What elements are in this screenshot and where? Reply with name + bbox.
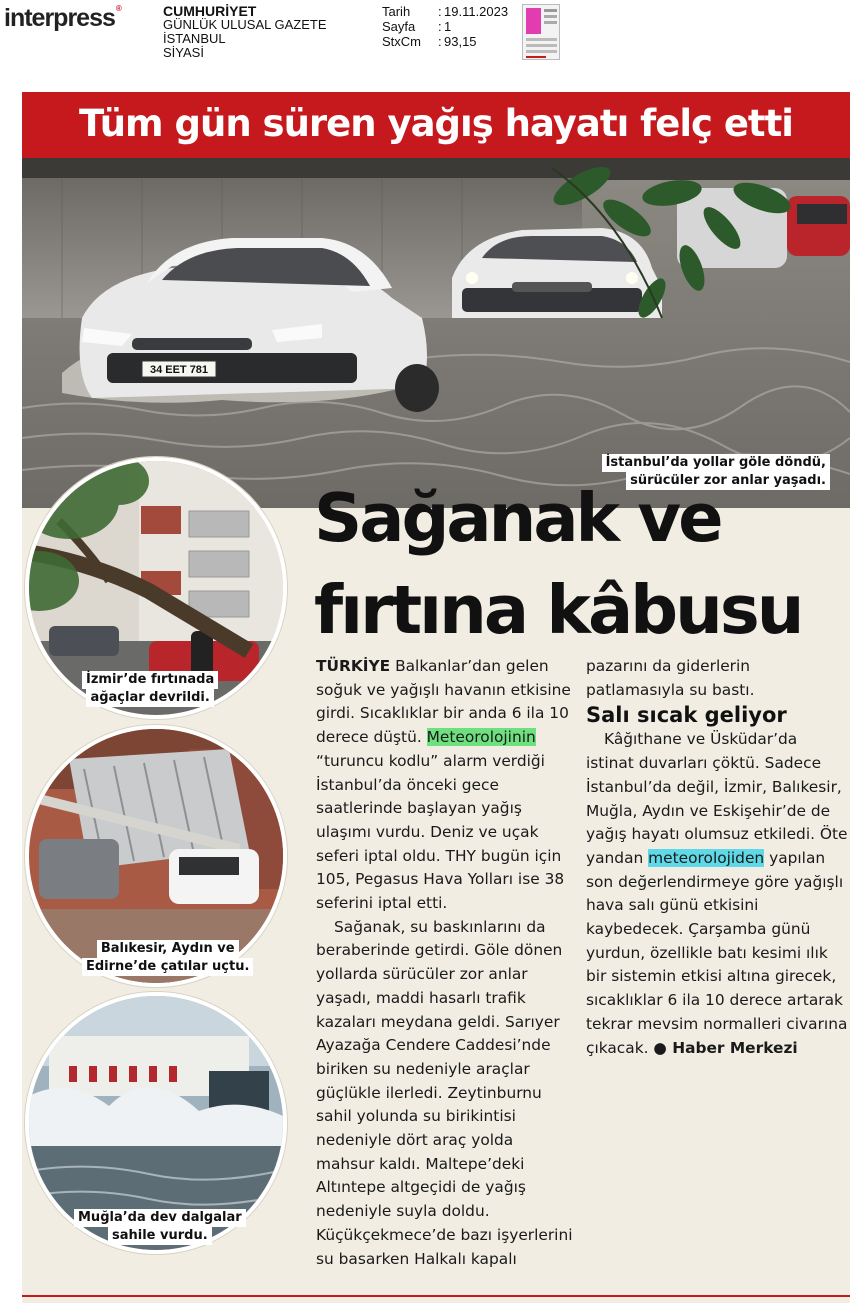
meta-date-row: Tarih : 19.11.2023 (382, 4, 509, 19)
body-paragraph-2: Sağanak, su baskınlarını da beraberinde getirdi. Göle dönen yollarda sürücüler zor anlar yaşadı, maddi hasarlı trafik kazaları meydana geldi. Sarıyer Ayazağa Cendere Caddesi’nde biriken su nedeniyle araçlar güçlükle ilerledi. Zeytinburnu sahil yolunda su birikintisi nedeniyle dört araç yolda mahsur kaldı. Maltepe’deki Altıntepe altgeçidi de yağış nedeniyle suyla doldu. Küçükçekmece’de bazı işyerlerini su basarken Halkalı kapalı (316, 917, 573, 1268)
p1-text-a: Balkanlar’dan gelen soğuk ve yağışlı havanın etkisine girdi. Sıcaklıklar bir anda 6 ila 10 derece düştü. (316, 657, 571, 747)
page-label: Sayfa (382, 19, 416, 34)
caption-balikesir-line1: Balıkesir, Aydın ve (97, 940, 239, 958)
size-label: StxCm (382, 34, 421, 49)
body-column-1 (316, 655, 576, 1271)
clipping-meta (382, 4, 508, 49)
body-paragraph-1 (316, 655, 576, 916)
hero-caption-line2: sürücüler zor anlar yaşadı. (626, 472, 830, 490)
main-headline (314, 472, 844, 656)
caption-mugla-line1: Muğla’da dev dalgalar (74, 1209, 246, 1227)
date-label: Tarih (382, 4, 411, 19)
body-paragraph-2-continued: pazarını da giderlerin patlamasıyla su bastı. (586, 657, 755, 699)
subheading: Salı sıcak geliyor (586, 703, 787, 728)
clipping-header (0, 0, 850, 72)
caption-mugla-line2: sahile vurdu. (108, 1227, 212, 1245)
caption-izmir-line2: ağaçlar devrildi. (86, 689, 213, 707)
body-column-2 (586, 655, 848, 1060)
banner-title: Tüm gün süren yağış hayatı felç etti (79, 102, 793, 145)
article-clipping (22, 92, 850, 1303)
bottom-rule (22, 1295, 850, 1297)
publication-city: İSTANBUL (163, 31, 226, 46)
publication-type: GÜNLÜK ULUSAL GAZETE (163, 17, 327, 32)
publication-section: SİYASİ (163, 45, 204, 60)
license-plate: 34 EET 781 (149, 364, 209, 376)
p1-text-b: “turuncu kodlu” alarm verdiği İstanbul’da önceki gece saatlerinde başlayan yağış ulaşımı vurdu. Deniz ve uçak seferi iptal oldu. THY bugün için 105, Pegasus Hava Yolları ise 38 seferini iptal etti. (316, 751, 565, 913)
p3-text-b: yapılan son değerlendirmeye göre yağışlı hava salı günü etkisini kaybedecek. Çarşamba günü yurdun, özellikle batı kesimi ılık bir sistemin etkisi altına girecek, sıcaklıklar 6 ila 10 derece artarak tekrar mevsim normalleri civarına çıkacak. (586, 848, 848, 1057)
meta-size-row: StxCm : 93,15 (382, 34, 477, 49)
size-value: 93,15 (444, 34, 477, 49)
byline: ● Haber Merkezi (653, 1038, 798, 1057)
interpress-logo (4, 4, 121, 33)
caption-balikesir (82, 940, 253, 976)
date-value: 19.11.2023 (444, 4, 509, 19)
meta-page-row: Sayfa : 1 (382, 19, 452, 34)
headline-line1: Sağanak ve (314, 479, 721, 557)
highlight-meteorolojinin: Meteorolojinin (426, 728, 536, 747)
headline-line2: fırtına kâbusu (314, 571, 802, 649)
body-paragraph-3 (586, 728, 848, 1060)
p3-text-a: Kâğıthane ve Üsküdar’da istinat duvarları çöktü. Sadece İstanbul’da değil, İzmir, Balıkesir, Muğla, Aydın ve Eskişehir’de de yağış hayatı olumsuz etkiledi. Öte yandan (586, 730, 848, 867)
title-banner (22, 92, 850, 158)
caption-balikesir-line2: Edirne’de çatılar uçtu. (82, 958, 253, 976)
publication-info (163, 4, 327, 60)
registered-mark: ® (115, 4, 121, 13)
dateline: TÜRKİYE (316, 657, 391, 675)
caption-izmir-line1: İzmir’de fırtınada (82, 671, 218, 689)
publication-name: CUMHURİYET (163, 3, 257, 19)
page-value: 1 (444, 19, 452, 34)
hero-caption-line1: İstanbul’da yollar göle döndü, (602, 454, 830, 472)
page-thumbnail[interactable] (522, 4, 560, 60)
caption-izmir (82, 671, 218, 707)
logo-text: interpress (4, 4, 115, 32)
hero-photo (22, 158, 850, 508)
caption-mugla (74, 1209, 246, 1245)
highlight-meteorolojiden: meteorolojiden (648, 848, 765, 867)
